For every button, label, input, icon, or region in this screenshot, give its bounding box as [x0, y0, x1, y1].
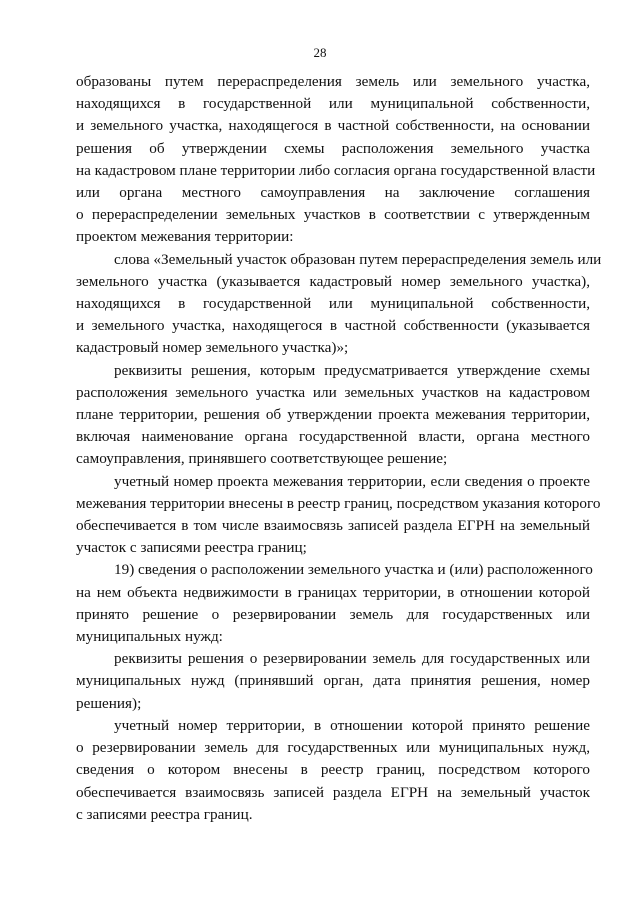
text-line: решения об утверждении схемы расположения земельного участка	[76, 139, 590, 157]
text-line: участок с записями реестра границ;	[76, 539, 307, 557]
paragraph	[76, 249, 602, 360]
text-line: находящихся в государственной или муниципальной собственности,	[76, 95, 590, 113]
text-line: проектом межевания территории:	[76, 228, 294, 246]
text-line: с записями реестра границ.	[76, 805, 253, 823]
text-line: и земельного участка, находящегося в частной собственности (указывается	[76, 317, 590, 335]
text-line: 19) сведения о расположении земельного участка и (или) расположенного	[114, 561, 593, 579]
paragraph	[76, 471, 601, 560]
paragraph	[76, 559, 593, 648]
document-body	[76, 71, 602, 826]
text-line: муниципальных нужд:	[76, 628, 223, 646]
text-line: о перераспределении земельных участков в соответствии с утвержденным	[76, 206, 590, 224]
text-line: реквизиты решения, которым предусматривается утверждение схемы	[114, 361, 590, 379]
text-line: самоуправления, принявшего соответствующее решение;	[76, 450, 448, 468]
text-line: включая наименование органа государственной власти, органа местного	[76, 428, 590, 446]
paragraph	[76, 715, 590, 826]
text-line: принято решение о резервировании земель для государственных или	[76, 605, 590, 623]
text-line: о резервировании земель для государственных или муниципальных нужд,	[76, 739, 590, 757]
text-line: сведения о котором внесены в реестр границ, посредством которого	[76, 761, 590, 779]
text-line: плане территории, решения об утверждении проекта межевания территории,	[76, 406, 590, 424]
text-line: на нем объекта недвижимости в границах территории, в отношении которой	[76, 583, 590, 601]
text-line: расположения земельного участка или земельных участков на кадастровом	[76, 383, 590, 401]
paragraph	[76, 648, 590, 715]
text-line: на кадастровом плане территории либо согласия органа государственной власти	[76, 161, 596, 179]
text-line: образованы путем перераспределения земель или земельного участка,	[76, 73, 590, 90]
text-line: или органа местного самоуправления на заключение соглашения	[76, 184, 590, 202]
text-line: обеспечивается в том числе взаимосвязь записей раздела ЕГРН на земельный	[76, 517, 590, 535]
text-line: решения);	[76, 694, 142, 712]
text-line: учетный номер территории, в отношении которой принято решение	[114, 716, 590, 734]
text-line: кадастровый номер земельного участка)»;	[76, 339, 349, 357]
text-line: и земельного участка, находящегося в частной собственности, на основании	[76, 117, 590, 135]
text-line: обеспечивается взаимосвязь записей раздела ЕГРН на земельный участок	[76, 783, 590, 801]
text-line: учетный номер проекта межевания территории, если сведения о проекте	[114, 472, 590, 490]
text-line: земельного участка (указывается кадастровый номер земельного участка),	[76, 272, 590, 290]
text-line: реквизиты решения о резервировании земель для государственных или	[114, 650, 590, 668]
page-number: 28	[313, 45, 327, 60]
text-line: межевания территории внесены в реестр границ, посредством указания которого	[76, 494, 601, 512]
text-line: слова «Земельный участок образован путем перераспределения земель или	[114, 250, 602, 268]
text-line: находящихся в государственной или муниципальной собственности,	[76, 295, 590, 313]
text-line: муниципальных нужд (принявший орган, дата принятия решения, номер	[76, 672, 590, 690]
paragraph	[76, 71, 596, 249]
paragraph	[76, 360, 590, 471]
